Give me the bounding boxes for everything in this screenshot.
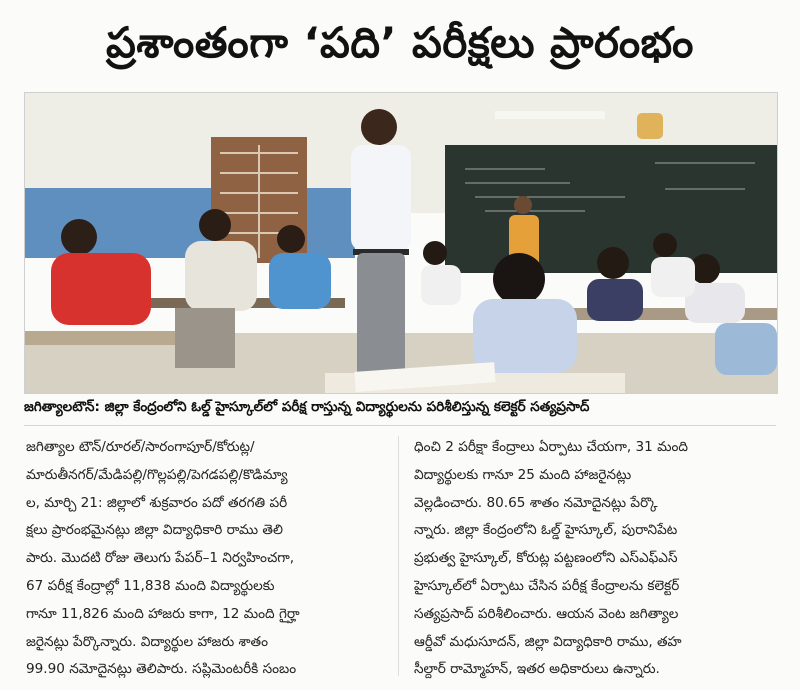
teacher-head (514, 196, 532, 214)
article-line: సీల్దార్ రామ్మోహన్, ఇతర అధికారులు ఉన్నారు. (414, 661, 660, 678)
article-column-right (414, 434, 766, 686)
article-line: విద్యార్థులకు గానూ 25 మంది హాజరైనట్లు (414, 466, 632, 483)
article-line: మారుతీనగర్/మేడిపల్లి/గొల్లపల్లి/పెగడపల్లి/కొడిమ్యా (26, 466, 288, 483)
article-line: హైస్కూల్‌లో ఏర్పాటు చేసిన పరీక్ష కేంద్రాలను కలెక్టర్ (414, 577, 680, 594)
student-red-body (51, 253, 151, 325)
officer-shirt (351, 145, 411, 251)
officer-head (361, 109, 397, 145)
article-line: 67 పరీక్ష కేంద్రాల్లో 11,838 మంది విద్యార్థులకు (26, 577, 275, 594)
student-girl-body (473, 299, 577, 373)
article-line: పారు. మొదటి రోజు తెలుగు పేపర్–1 నిర్వహించగా, (26, 550, 295, 567)
student-blue-head (277, 225, 305, 253)
student-back2-head (653, 233, 677, 257)
clock (637, 113, 663, 139)
headline: ప్రశాంతంగా ‘పది’ పరీక్షలు ప్రారంభం (106, 18, 694, 67)
student-blue-body (269, 253, 331, 309)
tube-light (495, 111, 605, 119)
article-line: గానూ 11,826 మంది హాజరు కాగా, 12 మంది గైర్హా (26, 605, 300, 622)
article-line: ప్రభుత్వ హైస్కూల్, కోరుట్ల పట్టణంలోని ఎస్ఎఫ్ఎస్ (414, 550, 678, 567)
student-right1-body (587, 279, 643, 321)
article-line: సత్యప్రసాద్ పరిశీలించారు. ఆయన వెంట జగిత్యాల (414, 605, 679, 622)
article-line: క్షలు ప్రారంభమైనట్లు జిల్లా విద్యాధికారి రాము తెలి (26, 522, 283, 539)
column-divider (398, 436, 399, 676)
officer-trousers (357, 253, 405, 381)
student-back1-body (421, 265, 461, 305)
article-line: ఆర్డీవో మధుసూదన్, జిల్లా విద్యాధికారి రాము, తహ (414, 633, 682, 650)
student-left2-body (185, 241, 257, 311)
student-back2-body (651, 257, 695, 297)
student-left2-head (199, 209, 231, 241)
student-girl-head (493, 253, 545, 305)
article-line: ల, మార్చి 21: జిల్లాలో శుక్రవారం పదో తరగతి పరీ (26, 494, 288, 511)
article-line: జగిత్యాల టౌన్/రూరల్/సారంగాపూర్/కోరుట్ల/ (26, 439, 255, 455)
student-back1-head (423, 241, 447, 265)
article-line: ధించి 2 పరీక్షా కేంద్రాలు ఏర్పాటు చేయగా, 31 మంది (414, 439, 688, 455)
news-photo (24, 92, 778, 394)
caption-divider (24, 425, 776, 426)
article-line: 99.90 నమోదైనట్లు తెలిపారు. సప్లిమెంటరీకి సంబం (26, 661, 297, 678)
article-line: వెల్లడించారు. 80.65 శాతం నమోదైనట్లు పేర్కొ (414, 494, 658, 511)
article-column-left (26, 434, 378, 686)
student-right1-head (597, 247, 629, 279)
student-right3-body (715, 323, 777, 375)
article-line: న్నారు. జిల్లా కేంద్రంలోని ఓల్డ్ హైస్కూల్, పురానిపేట (414, 522, 678, 539)
student-left2-legs (175, 308, 235, 368)
student-red-head (61, 219, 97, 255)
article-line: జరైనట్లు పేర్కొన్నారు. విద్యార్థుల హాజరు శాతం (26, 633, 268, 650)
photo-caption: జగిత్యాలటౌన్: జిల్లా కేంద్రంలోని ఓల్డ్ హైస్కూల్‌లో పరీక్ష రాస్తున్న విద్యార్థులను పరిశీలిస్తున్న కలెక్టర్ సత్యప్రసాద్ (24, 399, 590, 415)
